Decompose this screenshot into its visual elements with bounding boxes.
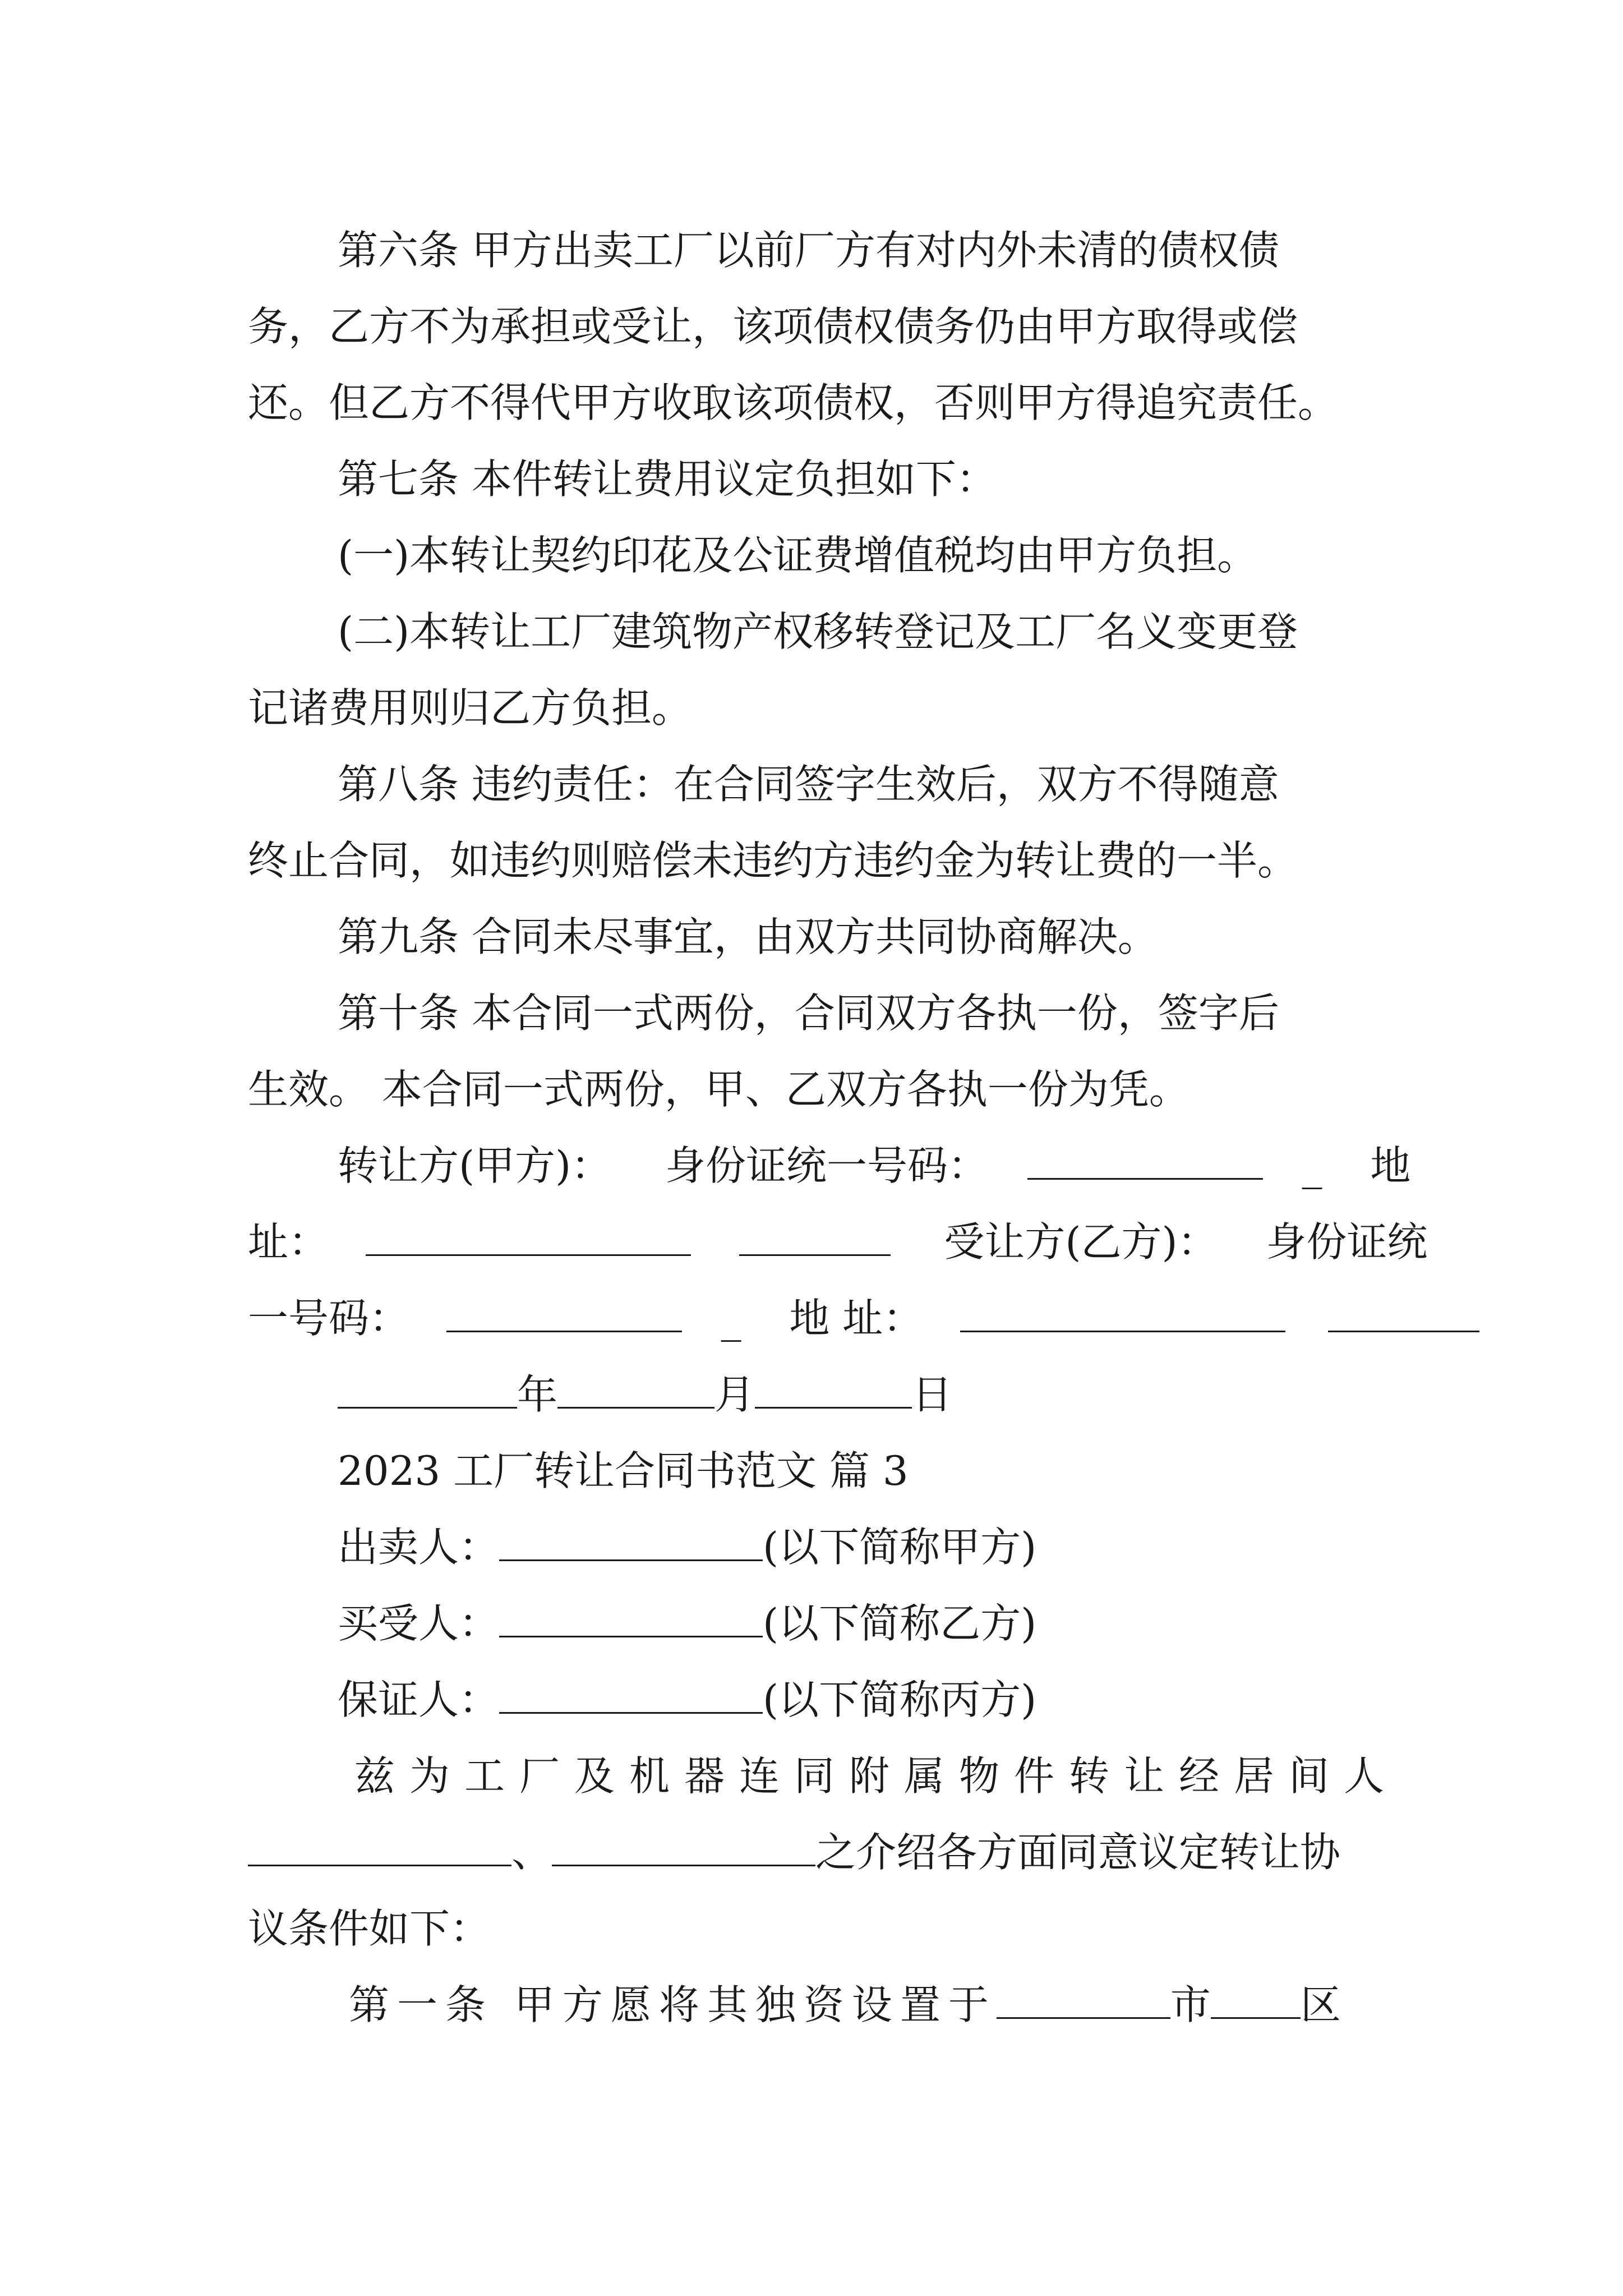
party-b-id-blank[interactable] (446, 1297, 682, 1332)
party-a-address-label-end: 址： (248, 1218, 329, 1266)
month-blank[interactable] (557, 1373, 714, 1409)
guarantor-line (248, 1662, 1392, 1738)
district-label: 区 (1300, 1981, 1341, 2028)
article-10-line-2: 生效。 本合同一式两份，甲、乙双方各执一份为凭。 (248, 1066, 1189, 1113)
party-a-address-blank-2[interactable] (739, 1221, 891, 1256)
seller-line (248, 1509, 1392, 1585)
date-line (248, 1356, 1392, 1433)
intermediary-blank-1[interactable] (248, 1831, 511, 1866)
intro-line-1: 兹为工厂及机器连同附属物件转让经居间人 (354, 1752, 1399, 1800)
day-label: 日 (912, 1371, 953, 1418)
party-b-id-label-end: 一号码： (248, 1295, 410, 1342)
party-a-address-blank[interactable] (366, 1221, 691, 1256)
buyer-label: 买受人： (338, 1600, 500, 1647)
article-8-line-1: 第八条 违约责任：在合同签字生效后，双方不得随意 (338, 761, 1279, 808)
party-a-id-label: 身份证统一号码： (665, 1142, 988, 1189)
signature-line-3 (248, 1280, 1392, 1356)
year-blank[interactable] (338, 1373, 517, 1409)
signature-line-1 (248, 1128, 1411, 1204)
seller-label: 出卖人： (338, 1524, 500, 1571)
guarantor-label: 保证人： (338, 1676, 500, 1723)
article-9: 第九条 合同未尽事宜，由双方共同协商解决。 (338, 913, 1158, 960)
district-blank[interactable] (1211, 1984, 1301, 2019)
city-label: 市 (1170, 1981, 1211, 2028)
article-1-text: 第一条 甲方愿将其独资设置于 (349, 1981, 997, 2028)
intermediary-blank-2[interactable] (552, 1831, 815, 1866)
section-title: 2023 工厂转让合同书范文 篇 3 (338, 1447, 909, 1494)
party-a-address-label-start: 地 (1370, 1142, 1411, 1189)
article-6-line-3: 还。但乙方不得代甲方收取该项债权，否则甲方得追究责任。 (248, 379, 1339, 426)
party-b-address-label: 地 址： (789, 1295, 924, 1342)
city-blank[interactable] (997, 1984, 1170, 2019)
buyer-blank[interactable] (499, 1602, 763, 1637)
intro-line-3: 议条件如下： (248, 1905, 491, 1952)
article-1-line (248, 1967, 1392, 2043)
party-a-id-blank[interactable] (1027, 1144, 1263, 1180)
article-6-line-2: 务，乙方不为承担或受让，该项债权债务仍由甲方取得或偿 (248, 303, 1298, 350)
buyer-note: (以下简称乙方) (763, 1600, 1037, 1647)
intro-line-2-tail: 之介绍各方面同意议定转让协 (815, 1829, 1341, 1876)
article-7-item-2-line-1: (二)本转让工厂建筑物产权移转登记及工厂名义变更登 (338, 608, 1298, 655)
year-label: 年 (517, 1371, 558, 1418)
article-7-heading: 第七条 本件转让费用议定负担如下： (338, 455, 997, 503)
guarantor-note: (以下简称丙方) (763, 1676, 1037, 1723)
intro-line-2 (248, 1814, 1392, 1890)
article-10-line-1: 第十条 本合同一式两份，合同双方各执一份，签字后 (338, 990, 1279, 1037)
seller-blank[interactable] (499, 1526, 763, 1561)
party-b-label: 受让方(乙方)： (944, 1218, 1218, 1266)
party-b-id-label-start: 身份证统 (1266, 1218, 1428, 1266)
party-b-address-blank-2[interactable] (1328, 1297, 1479, 1332)
party-b-address-blank[interactable] (960, 1297, 1285, 1332)
blank-underscore: _ (1302, 1142, 1322, 1189)
article-6-line-1: 第六条 甲方出卖工厂以前厂方有对内外未清的债权债 (338, 227, 1279, 274)
article-7-item-2-line-2: 记诸费用则归乙方负担。 (248, 684, 693, 731)
seller-note: (以下简称甲方) (763, 1524, 1037, 1571)
month-label: 月 (714, 1371, 755, 1418)
signature-line-2 (248, 1204, 1428, 1280)
party-a-label: 转让方(甲方)： (338, 1142, 612, 1189)
article-7-item-1: (一)本转让契约印花及公证费增值税均由甲方负担。 (338, 532, 1258, 579)
blank-underscore-2: _ (721, 1295, 741, 1342)
guarantor-blank[interactable] (499, 1678, 763, 1714)
buyer-line (248, 1585, 1392, 1662)
day-blank[interactable] (755, 1373, 912, 1409)
intro-separator: 、 (511, 1829, 552, 1876)
document-body (248, 212, 1428, 2043)
article-8-line-2: 终止合同，如违约则赔偿未违约方违约金为转让费的一半。 (248, 837, 1298, 884)
